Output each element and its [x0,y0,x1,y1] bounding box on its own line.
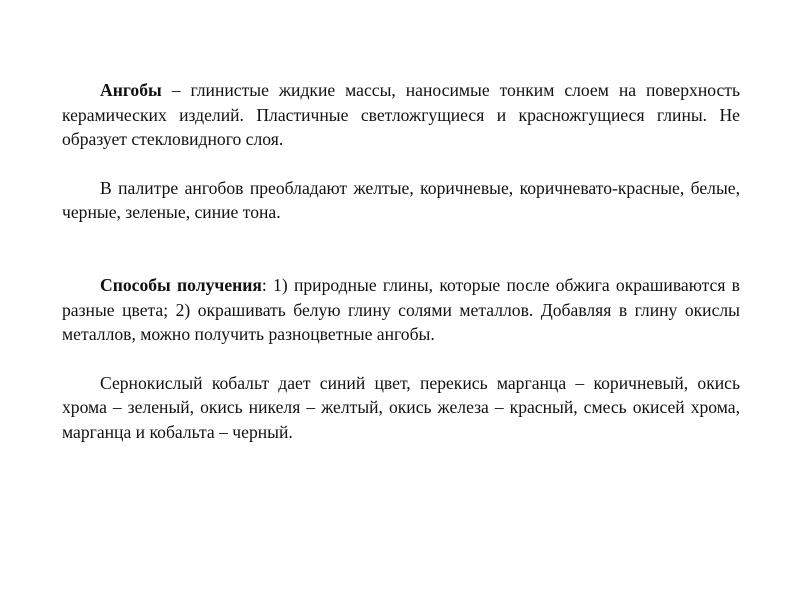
term-angoby: Ангобы [100,80,162,100]
section-spacer [62,225,740,273]
paragraph-spacer [62,347,740,371]
palette-text: В палитре ангобов преобладают желтые, коричневые, коричневато-красные, белые, черные, зеленые, синие тона. [62,177,740,223]
paragraph-metal-oxides [62,371,740,445]
term-methods: Способы получения [100,274,262,295]
metal-oxides-text: Сернокислый кобальт дает синий цвет, перекись марганца – коричневый, окись хрома – зеленый, окись никеля – желтый, окись железа – красный, смесь окисей хрома, марганца и кобальта – черный. [62,372,740,442]
paragraph-spacer [62,152,740,176]
methods-text: : 1) природные глины, которые после обжига окрашиваются в разные цвета; 2) окрашивать белую глину солями металлов. Добавляя в глину окислы металлов, можно получить разноцветные ангобы. [62,274,740,345]
paragraph-palette [62,176,740,225]
text-block [62,78,740,445]
paragraph-angoby-definition [62,78,740,152]
paragraph-methods [62,273,740,347]
definition-text: – глинистые жидкие массы, наносимые тонким слоем на поверхность керамических изделий. Пластичные светложгущиеся и красножгущиеся глины. Не образует стекловидного слоя. [62,80,740,150]
